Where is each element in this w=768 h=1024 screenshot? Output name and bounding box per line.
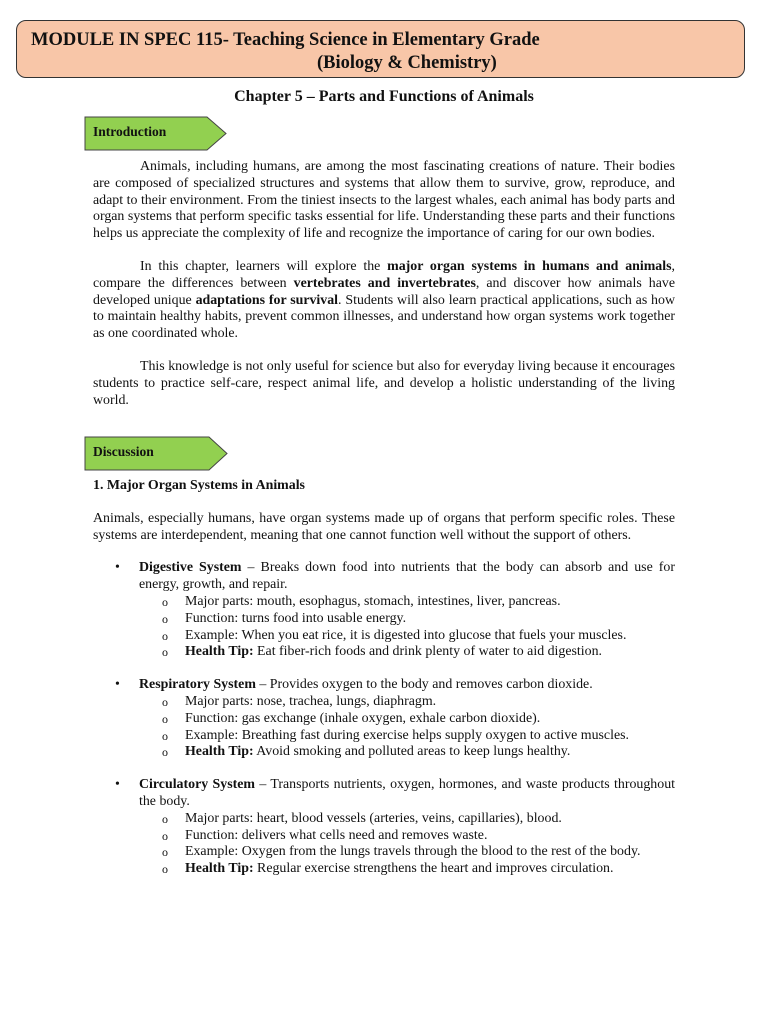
- circle-bullet-icon: o: [162, 745, 168, 760]
- circle-bullet-icon: o: [162, 862, 168, 877]
- circle-bullet-icon: o: [162, 728, 168, 743]
- introduction-label: Introduction: [93, 124, 167, 139]
- list-item: • Digestive System – Breaks down food into nutrients that the body can absorb and use for energy, growth, and repair. o Major parts: mouth, esophagus, stomach, intestines, liver, pancreas. o Function: turns food into usable energy. o Example: When you eat rice, it is digested into glucose that fuels your muscles. o Health Tip: Eat fiber-rich foods and drink plenty of water to aid digestion.: [115, 560, 675, 660]
- module-title: MODULE IN SPEC 115- Teaching Science in Elementary Grade: [31, 30, 540, 50]
- section-heading: 1. Major Organ Systems in Animals: [93, 478, 305, 493]
- introduction-section: [93, 159, 675, 409]
- discussion-section: [93, 478, 675, 878]
- discussion-label: Discussion: [93, 444, 154, 459]
- organ-systems-list: [93, 560, 675, 878]
- circle-bullet-icon: o: [162, 845, 168, 860]
- discussion-tag: [84, 436, 228, 471]
- circle-bullet-icon: o: [162, 628, 168, 643]
- bullet-icon: •: [115, 677, 120, 693]
- circle-bullet-icon: o: [162, 611, 168, 626]
- list-item: • Respiratory System – Provides oxygen to the body and removes carbon dioxide. o Major parts: nose, trachea, lungs, diaphragm. o Function: gas exchange (inhale oxygen, exhale carbon dioxide). o Example: Breathing fast during exercise helps supply oxygen to active muscles. o Health Tip: Avoid smoking and polluted areas to keep lungs healthy.: [115, 677, 629, 760]
- discussion-lead: Animals, especially humans, have organ systems made up of organs that perform specific roles. These systems are interdependent, meaning that one cannot function well without the support of others.: [93, 510, 675, 543]
- module-header: [16, 20, 745, 78]
- bullet-icon: •: [115, 777, 120, 793]
- circle-bullet-icon: o: [162, 811, 168, 826]
- circle-bullet-icon: o: [162, 828, 168, 843]
- module-subtitle: (Biology & Chemistry): [317, 53, 497, 73]
- circle-bullet-icon: o: [162, 645, 168, 660]
- intro-paragraph-1: Animals, including humans, are among the most fascinating creations of nature. Their bodies are composed of specialized structures and systems that allow them to survive, grow, reproduce, and adapt to their environment. From the tiniest insects to the largest whales, each animal has body parts and organ systems that perform specific tasks essential for life. Understanding these parts and their functions helps us appreciate the complexity of life and recognize the importance of caring for our own bodies.: [93, 159, 675, 242]
- list-item: • Circulatory System – Transports nutrients, oxygen, hormones, and waste products throughout the body. o Major parts: heart, blood vessels (arteries, veins, capillaries), blood. o Function: delivers what cells need and removes waste. o Example: Oxygen from the lungs travels through the blood to the rest of the body. o Health Tip: Regular exercise strengthens the heart and improves circulation.: [115, 777, 675, 877]
- bullet-icon: •: [115, 560, 120, 576]
- introduction-tag: [84, 116, 228, 151]
- intro-paragraph-2: In this chapter, learners will explore the major organ systems in humans and animals, compare the differences between vertebrates and invertebrates, and discover how animals have developed unique adaptations for survival. Students will also learn practical applications, such as how to maintain healthy habits, prevent common illnesses, and understand how organ systems work together as one coordinated whole.: [93, 258, 675, 342]
- circle-bullet-icon: o: [162, 711, 168, 726]
- chapter-title: Chapter 5 – Parts and Functions of Animals: [234, 88, 534, 105]
- circle-bullet-icon: o: [162, 694, 168, 709]
- circle-bullet-icon: o: [162, 594, 168, 609]
- intro-paragraph-3: This knowledge is not only useful for science but also for everyday living because it encourages students to practice self-care, respect animal life, and develop a holistic understanding of the living world.: [93, 358, 675, 408]
